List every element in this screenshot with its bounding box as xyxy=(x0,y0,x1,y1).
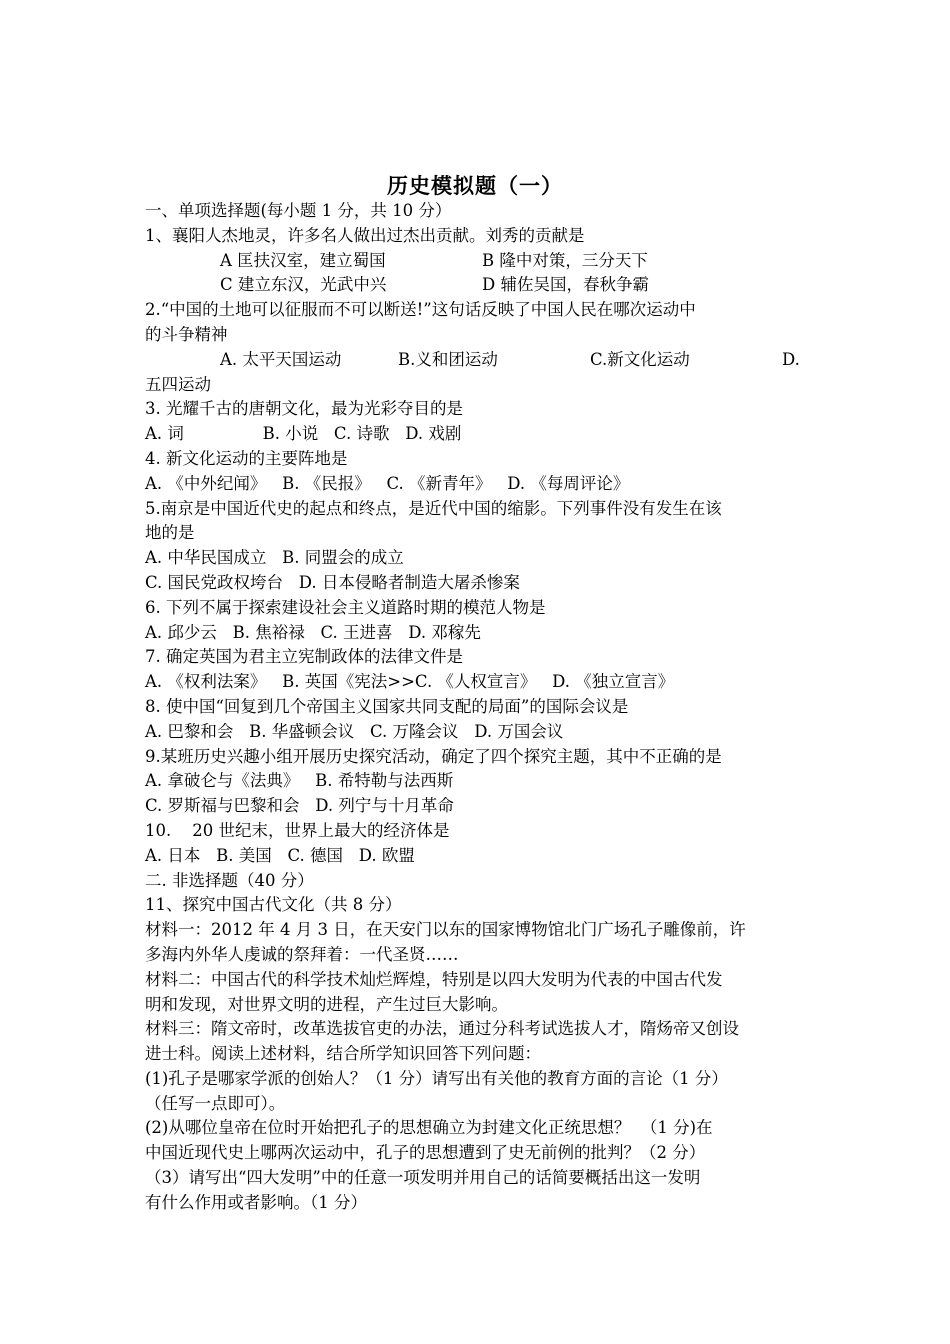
question-7: 7. 确定英国为君主立宪制政体的法律文件是 xyxy=(145,647,463,667)
material-1: 材料一：2012 年 4 月 3 日，在天安门以东的国家博物馆北门广场孔子雕像前，许 xyxy=(145,920,746,940)
question-6-options: A. 邱少云 B. 焦裕禄 C. 王进喜 D. 邓稼先 xyxy=(145,622,481,642)
sub-question-1-continued: （任写一点即可）。 xyxy=(145,1093,286,1113)
question-1-option-b: B 隆中对策，三分天下 xyxy=(482,250,648,270)
question-2-option-a: A. 太平天国运动 xyxy=(220,349,342,369)
question-1-options-row-1 xyxy=(145,249,815,274)
question-2-continued: 的斗争精神 xyxy=(145,324,228,344)
question-10: 10. 20 世纪末，世界上最大的经济体是 xyxy=(145,820,450,840)
question-10-options: A. 日本 B. 美国 C. 德国 D. 欧盟 xyxy=(145,845,415,865)
document-body xyxy=(145,199,815,1216)
question-7-options: A. 《权利法案》 B. 英国《宪法>>C. 《人权宣言》 D. 《独立宣言》 xyxy=(145,672,675,692)
question-5-options-row-2: C. 国民党政权垮台 D. 日本侵略者制造大屠杀惨案 xyxy=(145,572,520,592)
question-1: 1、襄阳人杰地灵，许多名人做出过杰出贡献。刘秀的贡献是 xyxy=(145,225,585,245)
question-5: 5.南京是中国近代史的起点和终点，是近代中国的缩影。下列事件没有发生在该 xyxy=(145,498,722,518)
sub-question-3-continued: 有什么作用或者影响。（1 分） xyxy=(145,1192,367,1212)
material-3: 材料三：隋文帝时，改革选拔官吏的办法，通过分科考试选拔人才，隋炀帝又创设 xyxy=(145,1019,739,1039)
material-3-continued: 进士科。阅读上述材料，结合所学知识回答下列问题： xyxy=(145,1044,541,1064)
page-title: 历史模拟题（一） xyxy=(387,173,563,198)
question-1-options-row-2 xyxy=(145,273,815,298)
question-2-option-c: C.新文化运动 xyxy=(590,349,690,369)
question-5-options-row-1: A. 中华民国成立 B. 同盟会的成立 xyxy=(145,548,404,568)
question-11: 11、探究中国古代文化（共 8 分） xyxy=(145,895,402,915)
question-9-options-row-1: A. 拿破仑与《法典》 B. 希特勒与法西斯 xyxy=(145,771,454,791)
question-9: 9.某班历史兴趣小组开展历史探究活动，确定了四个探究主题，其中不正确的是 xyxy=(145,746,722,766)
question-4: 4. 新文化运动的主要阵地是 xyxy=(145,448,348,468)
question-2-option-b: B.义和团运动 xyxy=(398,349,498,369)
question-1-option-c: C 建立东汉，光武中兴 xyxy=(220,275,387,295)
question-9-options-row-2: C. 罗斯福与巴黎和会 D. 列宁与十月革命 xyxy=(145,796,454,816)
question-2-options xyxy=(145,348,815,373)
material-2: 材料二：中国古代的科学技术灿烂辉煌，特别是以四大发明为代表的中国古代发 xyxy=(145,969,723,989)
section-heading-single-choice: 一、单项选择题(每小题 1 分，共 10 分） xyxy=(145,201,452,220)
question-1-option-d: D 辅佐吴国，春秋争霸 xyxy=(482,275,649,295)
question-8: 8. 使中国“回复到几个帝国主义国家共同支配的局面”的国际会议是 xyxy=(145,696,629,716)
material-1-continued: 多海内外华人虔诚的祭拜着：一代圣贤…… xyxy=(145,944,459,964)
sub-question-3: （3）请写出“四大发明”中的任意一项发明并用自己的话简要概括出这一发明 xyxy=(145,1168,701,1188)
section-heading-non-choice: 二. 非选择题（40 分） xyxy=(145,870,314,890)
question-4-options: A. 《中外纪闻》 B. 《民报》 C. 《新青年》 D. 《每周评论》 xyxy=(145,473,630,493)
question-3: 3. 光耀千古的唐朝文化，最为光彩夺目的是 xyxy=(145,399,463,419)
question-3-options: A. 词 B. 小说 C. 诗歌 D. 戏剧 xyxy=(145,424,462,444)
question-6: 6. 下列不属于探索建设社会主义道路时期的模范人物是 xyxy=(145,597,546,617)
question-8-options: A. 巴黎和会 B. 华盛顿会议 C. 万隆会议 D. 万国会议 xyxy=(145,721,564,741)
question-2-option-d: D. xyxy=(782,349,800,369)
question-2: 2.“中国的土地可以征服而不可以断送!”这句话反映了中国人民在哪次运动中 xyxy=(145,300,696,320)
sub-question-2-continued: 中国近现代史上哪两次运动中，孔子的思想遭到了史无前例的批判？（2 分） xyxy=(145,1143,706,1163)
question-1-option-a: A 匡扶汉室，建立蜀国 xyxy=(220,250,386,270)
question-2-option-d-continued: 五四运动 xyxy=(145,374,211,394)
question-5-continued: 地的是 xyxy=(145,523,195,543)
sub-question-1: (1)孔子是哪家学派的创始人？（1 分）请写出有关他的教育方面的言论（1 分） xyxy=(145,1068,728,1088)
sub-question-2: (2)从哪位皇帝在位时开始把孔子的思想确立为封建文化正统思想？ （1 分)在 xyxy=(145,1118,713,1138)
material-2-continued: 明和发现，对世界文明的进程，产生过巨大影响。 xyxy=(145,994,508,1014)
